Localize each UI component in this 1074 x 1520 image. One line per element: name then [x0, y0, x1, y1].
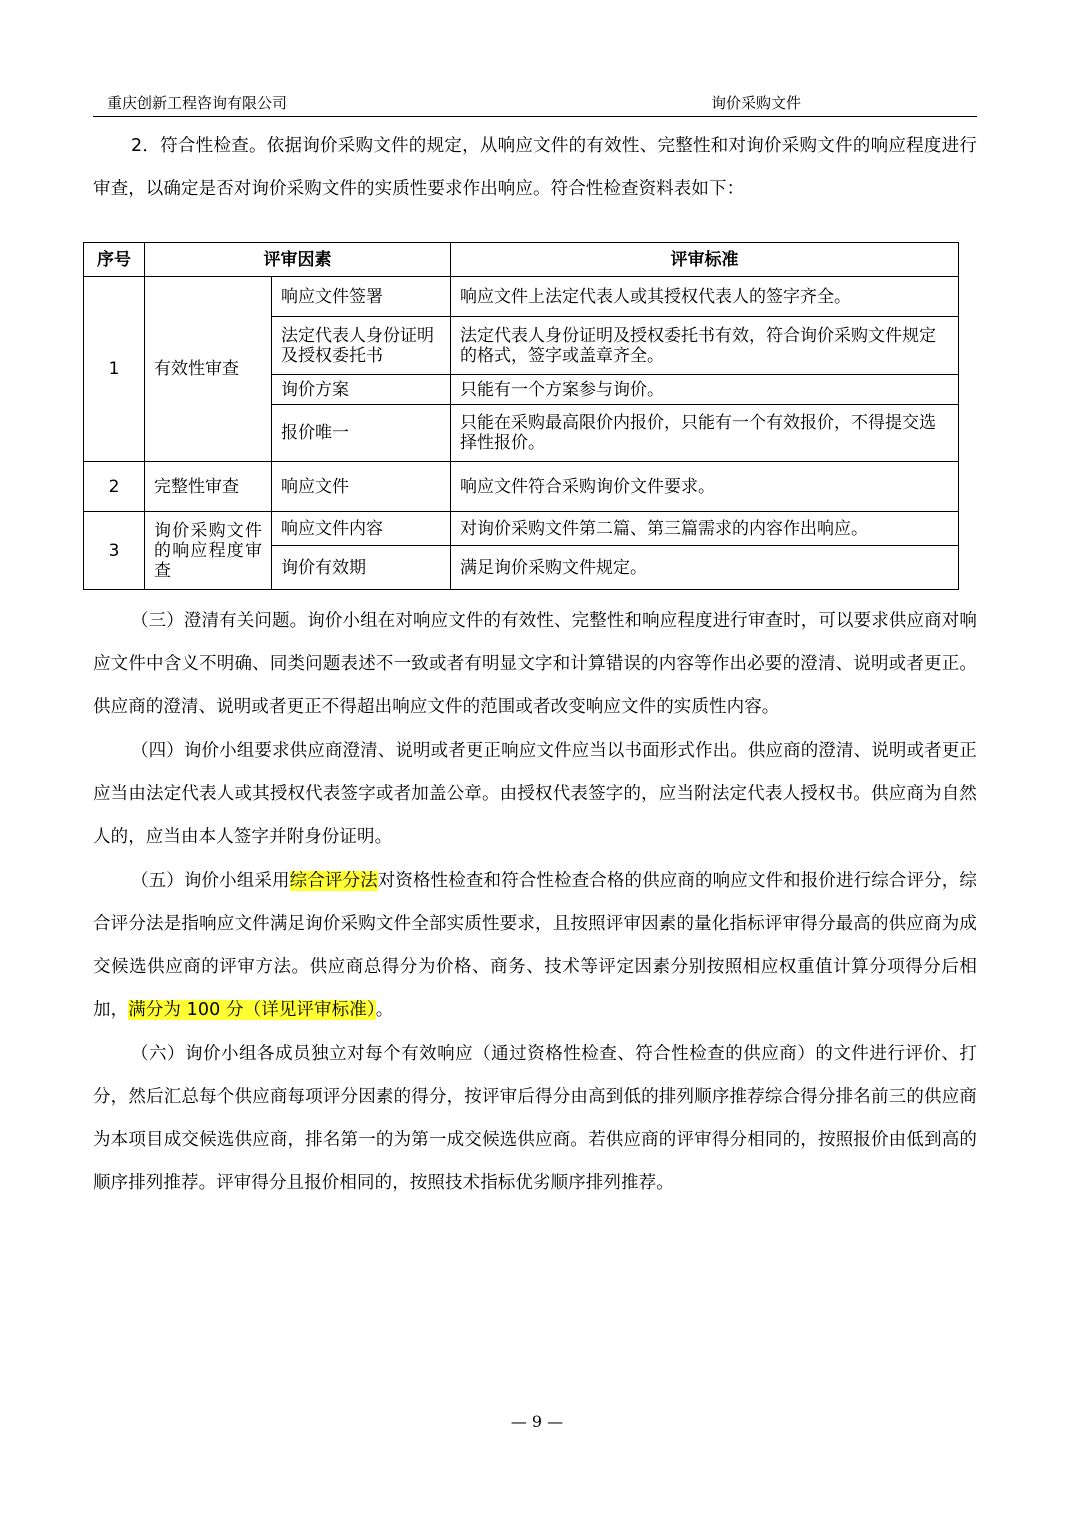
review-item: 询价方案: [272, 375, 451, 405]
review-item: 报价唯一: [272, 405, 451, 462]
paragraph-text: 对资格性检查和符合性检查合格的供应商的响应文件和报价进行综合评分，综合评分法是指响应文件满足询价采购文件全部实质性要求，且按照评审因素的量化指标评审得分最高的供应商为成交候选供应商的评审方法。供应商总得分为价格、商务、技术等评定因素分别按照相应权重值计算分项得分后相加，: [93, 871, 978, 1020]
review-item: 法定代表人身份证明及授权委托书: [272, 317, 451, 375]
table-row: [84, 462, 959, 512]
paragraph-text: 。: [375, 1000, 394, 1020]
header-factor: 评审因素: [145, 243, 451, 277]
review-category: 完整性审查: [145, 462, 272, 512]
review-item: 响应文件签署: [272, 277, 451, 317]
page-header: [93, 92, 977, 117]
table-header-row: [84, 243, 959, 277]
document-title: 询价采购文件: [711, 94, 802, 112]
table-row: [84, 512, 959, 546]
review-item: 响应文件: [272, 462, 451, 512]
company-name: 重庆创新工程咨询有限公司: [107, 94, 288, 112]
paragraph-written-clarification: （四）询价小组要求供应商澄清、说明或者更正响应文件应当以书面形式作出。供应商的澄清、说明或者更正应当由法定代表人或其授权代表签字或者加盖公章。由授权代表签字的，应当附法定代表人授权书。供应商为自然人的，应当由本人签字并附身份证明。: [93, 741, 977, 847]
review-standard: 只能有一个方案参与询价。: [451, 375, 959, 405]
paragraph-clarification: （三）澄清有关问题。询价小组在对响应文件的有效性、完整性和响应程度进行审查时，可以要求供应商对响应文件中含义不明确、同类问题表述不一致或者有明显文字和计算错误的内容等作出必要的澄清、说明或者更正。供应商的澄清、说明或者更正不得超出响应文件的范围或者改变响应文件的实质性内容。: [93, 611, 977, 717]
review-standard: 响应文件符合采购询价文件要求。: [451, 462, 959, 512]
highlight-full-score: 满分为 100 分（详见评审标准）: [128, 1000, 376, 1020]
header-no: 序号: [84, 243, 145, 277]
table-row: [84, 277, 959, 317]
paragraph-text: （五）询价小组采用: [131, 871, 290, 891]
review-item: 响应文件内容: [272, 512, 451, 546]
review-standard: 满足询价采购文件规定。: [451, 546, 959, 590]
header-standard: 评审标准: [451, 243, 959, 277]
review-category: 询价采购文件的响应程度审查: [145, 512, 272, 590]
review-standard: 对询价采购文件第二篇、第三篇需求的内容作出响应。: [451, 512, 959, 546]
paragraph-scoring-method: [93, 860, 977, 1032]
review-standard: 法定代表人身份证明及授权委托书有效，符合询价采购文件规定的格式，签字或盖章齐全。: [451, 317, 959, 375]
row-number: 1: [84, 277, 145, 462]
review-category: 有效性审查: [145, 277, 272, 462]
review-item: 询价有效期: [272, 546, 451, 590]
review-standard: 只能在采购最高限价内报价，只能有一个有效报价，不得提交选择性报价。: [451, 405, 959, 462]
row-number: 3: [84, 512, 145, 590]
paragraph-ranking: （六）询价小组各成员独立对每个有效响应（通过资格性检查、符合性检查的供应商）的文件进行评价、打分，然后汇总每个供应商每项评分因素的得分，按评审后得分由高到低的排列顺序推荐综合得分排名前三的供应商为本项目成交候选供应商，排名第一的为第一成交候选供应商。若供应商的评审得分相同的，按照报价由低到高的顺序排列推荐。评审得分且报价相同的，按照技术指标优劣顺序排列推荐。: [93, 1044, 977, 1193]
compliance-check-table: [83, 242, 959, 590]
row-number: 2: [84, 462, 145, 512]
review-standard: 响应文件上法定代表人或其授权代表人的签字齐全。: [451, 277, 959, 317]
intro-paragraph: 2．符合性检查。依据询价采购文件的规定，从响应文件的有效性、完整性和对询价采购文件的响应程度进行审查，以确定是否对询价采购文件的实质性要求作出响应。符合性检查资料表如下：: [93, 136, 977, 199]
highlight-comprehensive-scoring: 综合评分法: [289, 871, 378, 891]
page-number: — 9 —: [510, 1412, 564, 1431]
